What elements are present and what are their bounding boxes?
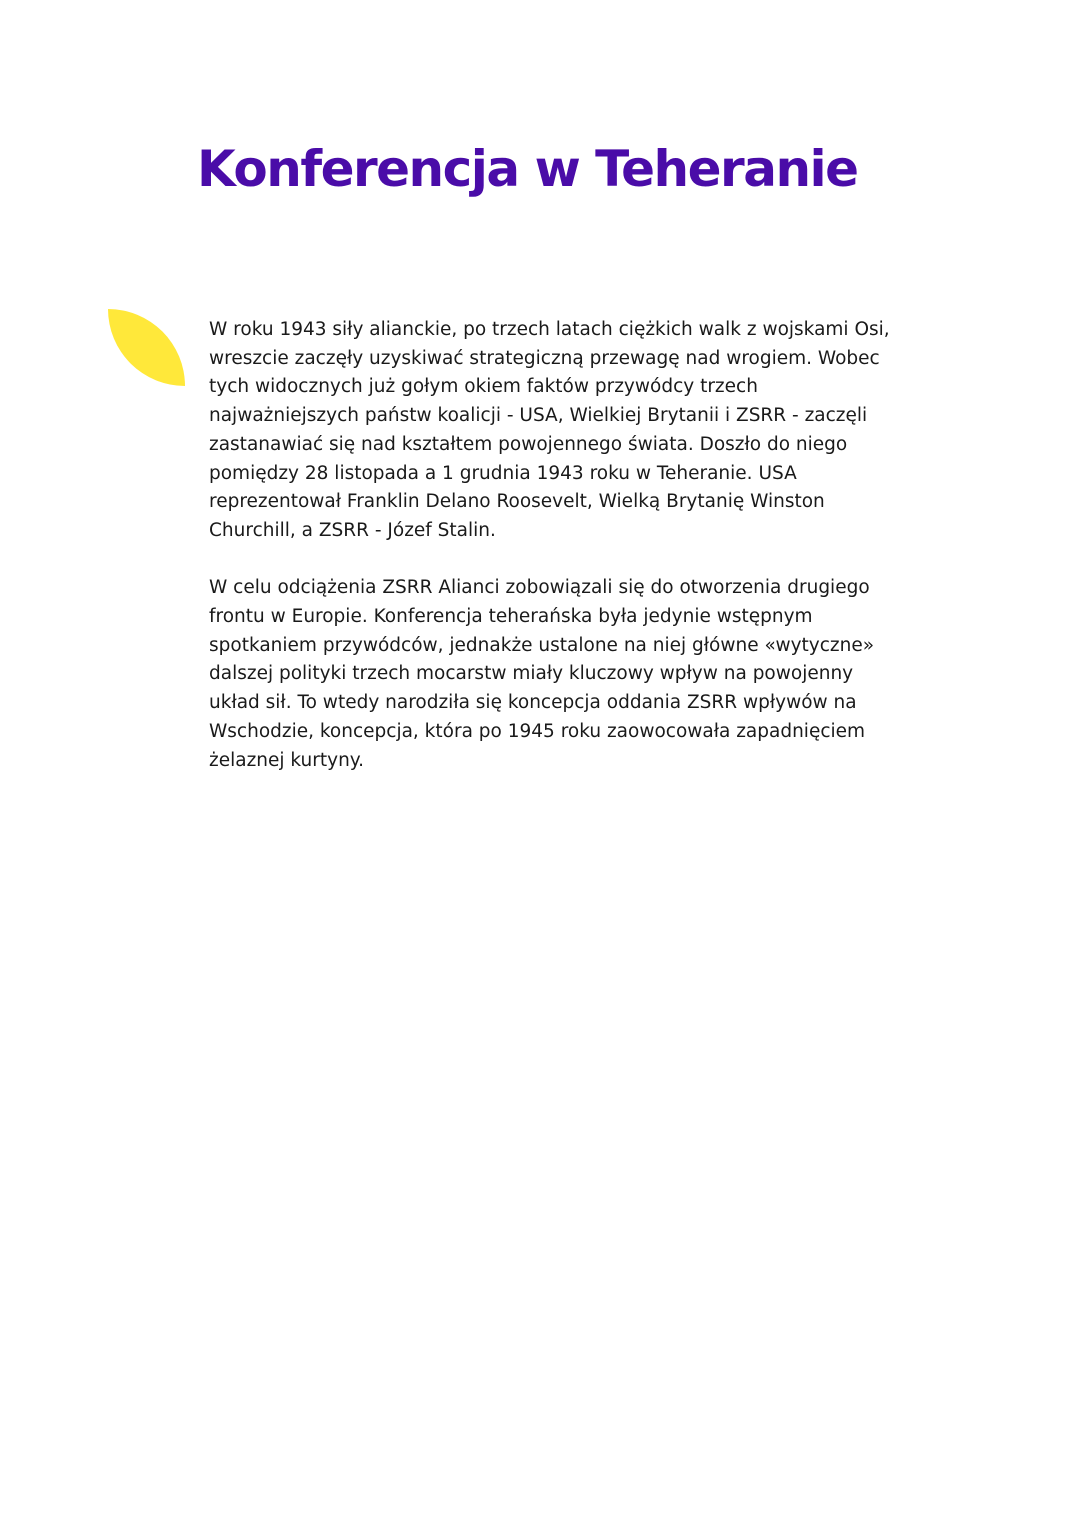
yellow-leaf-shape — [108, 309, 185, 386]
page-title: Konferencja w Teheranie — [197, 140, 858, 198]
paragraph-outcome: W celu odciążenia ZSRR Alianci zobowiązali się do otworzenia drugiego frontu w Europie. Konferencja teherańska była jedynie wstępnym spotkaniem przywódców, jednakże ustalone na niej główne «wytyczne» dalszej polityki trzech mocarstw miały kluczowy wpływ na powojenny układ sił. To wtedy narodziła się koncepcja oddania ZSRR wpływów na Wschodzie, koncepcja, która po 1945 roku zaowocowała zapadnięciem żelaznej kurtyny. — [209, 577, 875, 771]
article-body — [209, 316, 909, 775]
paragraph-intro: W roku 1943 siły alianckie, po trzech latach ciężkich walk z wojskami Osi, wreszcie zaczęły uzyskiwać strategiczną przewagę nad wrogiem. Wobec tych widocznych już gołym okiem faktów przywódcy trzech najważniejszych państw koalicji - USA, Wielkiej Brytanii i ZSRR - zaczęli zastanawiać się nad kształtem powojennego świata. Doszło do niego pomiędzy 28 listopada a 1 grudnia 1943 roku w Teheranie. USA reprezentował Franklin Delano Roosevelt, Wielką Brytanię Winston Churchill, a ZSRR - Józef Stalin. — [209, 319, 890, 541]
